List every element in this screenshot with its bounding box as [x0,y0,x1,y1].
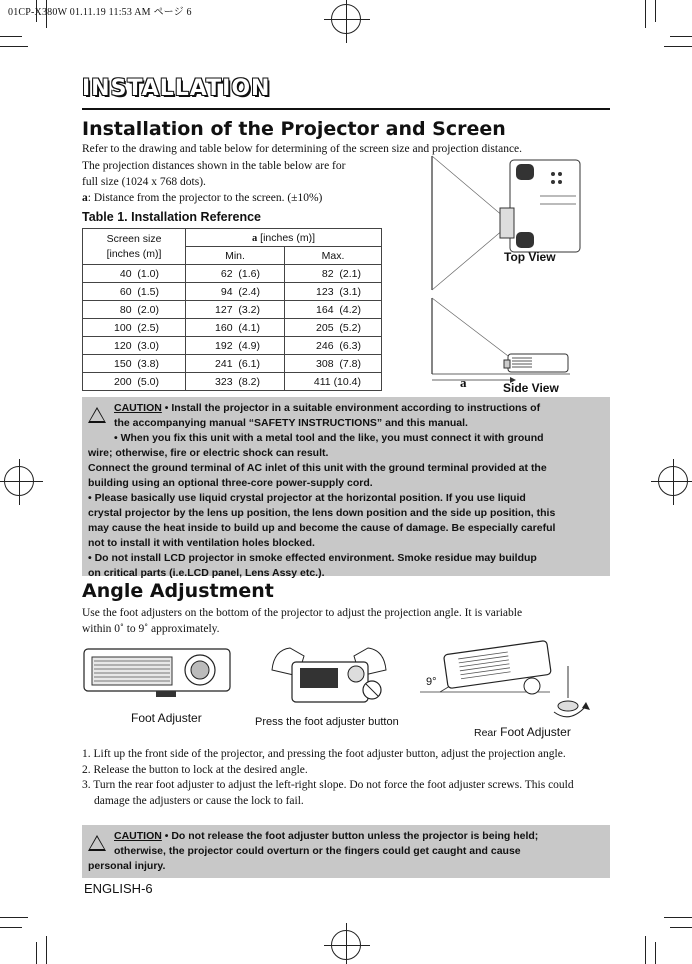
min-distance-cell: 62 (1.6) [186,265,285,283]
min-header: Min. [186,247,285,265]
crop-mark [0,46,28,47]
top-view-label: Top View [504,250,556,264]
distance-symbol: a [251,232,258,244]
rear-prefix: Rear [474,727,497,739]
front-projector-illustration [82,645,232,701]
table-header-row [83,229,382,247]
crop-mark [645,0,646,28]
screen-size-cell: 40 (1.0) [83,265,186,283]
distance-group-header [186,229,382,247]
screen-size-cell: 100 (2.5) [83,319,186,337]
adjustment-steps [82,747,604,809]
max-distance-cell: 82 (2.1) [285,265,382,283]
projection-ray [432,298,516,362]
table-row [83,337,382,355]
angle-intro-line: within 0˚ to 9˚ approximately. [82,623,220,635]
projector-side-view [504,354,568,372]
max-distance-cell: 308 (7.8) [285,355,382,373]
caution-line: wire; otherwise, fire or electric shock can result. [88,447,329,459]
registration-mark [658,466,688,496]
min-distance-cell: 241 (6.1) [186,355,285,373]
foot-adjuster-caution [82,825,610,878]
max-distance-cell: 123 (3.1) [285,283,382,301]
step-item: 1. Lift up the front side of the projector, and pressing the foot adjuster button, adjust the projection angle. [82,748,566,760]
caution-line: • Please basically use liquid crystal projector at the horizontal position. If you use liquid [88,492,526,504]
rear-foot-adjuster-label [474,725,571,739]
distance-symbol: a [82,192,88,204]
max-distance-cell: 246 (6.3) [285,337,382,355]
max-distance-cell: 205 (5.2) [285,319,382,337]
warning-icon [88,407,106,423]
table-title: Table 1. Installation Reference [82,210,261,224]
min-distance-cell: 192 (4.9) [186,337,285,355]
screen-size-cell: 120 (3.0) [83,337,186,355]
caution-line [88,829,602,844]
min-distance-cell: 323 (8.2) [186,373,285,391]
crop-mark [655,942,656,964]
crop-mark [0,36,22,37]
crop-mark [670,927,692,928]
max-distance-cell: 164 (4.2) [285,301,382,319]
caution-label: CAUTION [114,402,162,414]
distance-note-line: The projection distances shown in the table below are for [82,160,346,172]
table-row [83,373,382,391]
installation-reference-table [82,228,382,391]
step-item: 3. Turn the rear foot adjuster to adjust the left-right slope. Do not force the foot adjuster screws. This could damage the adjusters or cause the lock to fail. [82,779,574,807]
crop-mark [0,917,28,918]
screen-size-cell: 60 (1.5) [83,283,186,301]
caution-line-text: • Install the projector in a suitable environment according to instructions of [161,402,541,414]
section-intro: Refer to the drawing and table below for determining of the screen size and projection distance. [82,143,523,155]
min-distance-cell: 127 (3.2) [186,301,285,319]
section-title-angle: Angle Adjustment [82,580,274,602]
distance-label: a [460,375,467,390]
press-button-illustration [264,640,394,712]
step-item: 2. Release the button to lock at the desired angle. [82,763,308,776]
table-row [83,301,382,319]
min-distance-cell: 94 (2.4) [186,283,285,301]
projection-ray [432,156,510,222]
max-distance-cell: 411 (10.4) [285,373,382,391]
crop-mark [36,942,37,964]
page-footer: ENGLISH-6 [84,881,153,896]
distance-note-line: full size (1024 x 768 dots). [82,176,206,188]
screen-size-header [83,229,186,265]
screen-size-header-line: Screen size [106,232,162,245]
caution-line: otherwise, the projector could overturn or the fingers could get caught and cause [114,845,521,857]
caution-line: • When you fix this unit with a metal tool and the like, you must connect it with ground [114,432,544,444]
rear-foot-adjuster-text: Foot Adjuster [500,725,571,739]
distance-definition-text: : Distance from the projector to the screen. (±10%) [87,192,323,204]
side-view-label: Side View [503,381,559,395]
registration-mark [331,930,361,960]
crop-mark [655,0,656,22]
chapter-divider [82,108,610,110]
caution-line: building using an optional three-core power-supply cord. [88,477,373,489]
crop-mark [670,36,692,37]
registration-mark [331,4,361,34]
crop-mark [0,927,22,928]
screen-size-cell: 200 (5.0) [83,373,186,391]
projection-ray [432,224,510,290]
screen-size-header-line: [inches (m)] [106,247,162,260]
caution-line [88,401,602,416]
crop-mark [645,936,646,964]
angle-intro-line: Use the foot adjusters on the bottom of the projector to adjust the projection angle. It is variable [82,607,523,619]
section-title-installation: Installation of the Projector and Screen [82,118,506,140]
angle-intro [82,605,522,637]
foot-adjuster-label: Foot Adjuster [131,711,202,725]
distance-unit: [inches (m)] [257,231,315,244]
rear-foot-illustration [420,640,600,722]
caution-line: may cause the heat inside to build up and become the cause of damage. Be especially careful [88,522,556,534]
projection-diagram [420,152,600,396]
table-row [83,319,382,337]
caution-line: the accompanying manual “SAFETY INSTRUCTIONS” and this manual. [114,417,468,429]
caution-label: CAUTION [114,830,162,842]
crop-mark [46,936,47,964]
min-distance-cell: 160 (4.1) [186,319,285,337]
crop-mark [664,46,692,47]
max-header: Max. [285,247,382,265]
screen-size-cell: 150 (3.8) [83,355,186,373]
caution-line: on critical parts (i.e.LCD panel, Lens Assy etc.). [88,567,325,579]
table-body [83,265,382,391]
table-row [83,355,382,373]
installation-caution [82,397,610,579]
caution-line: • Do not install LCD projector in smoke effected environment. Smoke residue may buildup [88,552,537,564]
press-button-label: Press the foot adjuster button [255,716,399,728]
distance-definition [82,190,345,206]
screen-size-cell: 80 (2.0) [83,301,186,319]
crop-mark [664,917,692,918]
projector-top-view [500,160,580,252]
caution-line: not to install it with ventilation holes blocked. [88,537,315,549]
registration-mark [4,466,34,496]
warning-icon [88,835,106,851]
caution-line: crystal projector by the lens up position, the lens down position and the side up position, this [88,507,556,519]
table-row [83,283,382,301]
caution-line: personal injury. [88,860,166,872]
print-header: 01CP-X380W 01.11.19 11:53 AM ページ 6 [8,7,192,18]
distance-note [82,158,345,206]
caution-line: Connect the ground terminal of AC inlet of this unit with the ground terminal provided at the [88,462,547,474]
chapter-title: INSTALLATION [82,76,271,101]
table-row [83,265,382,283]
angle-label: 9° [426,676,437,688]
caution-line-text: • Do not release the foot adjuster button unless the projector is being held; [161,830,539,842]
